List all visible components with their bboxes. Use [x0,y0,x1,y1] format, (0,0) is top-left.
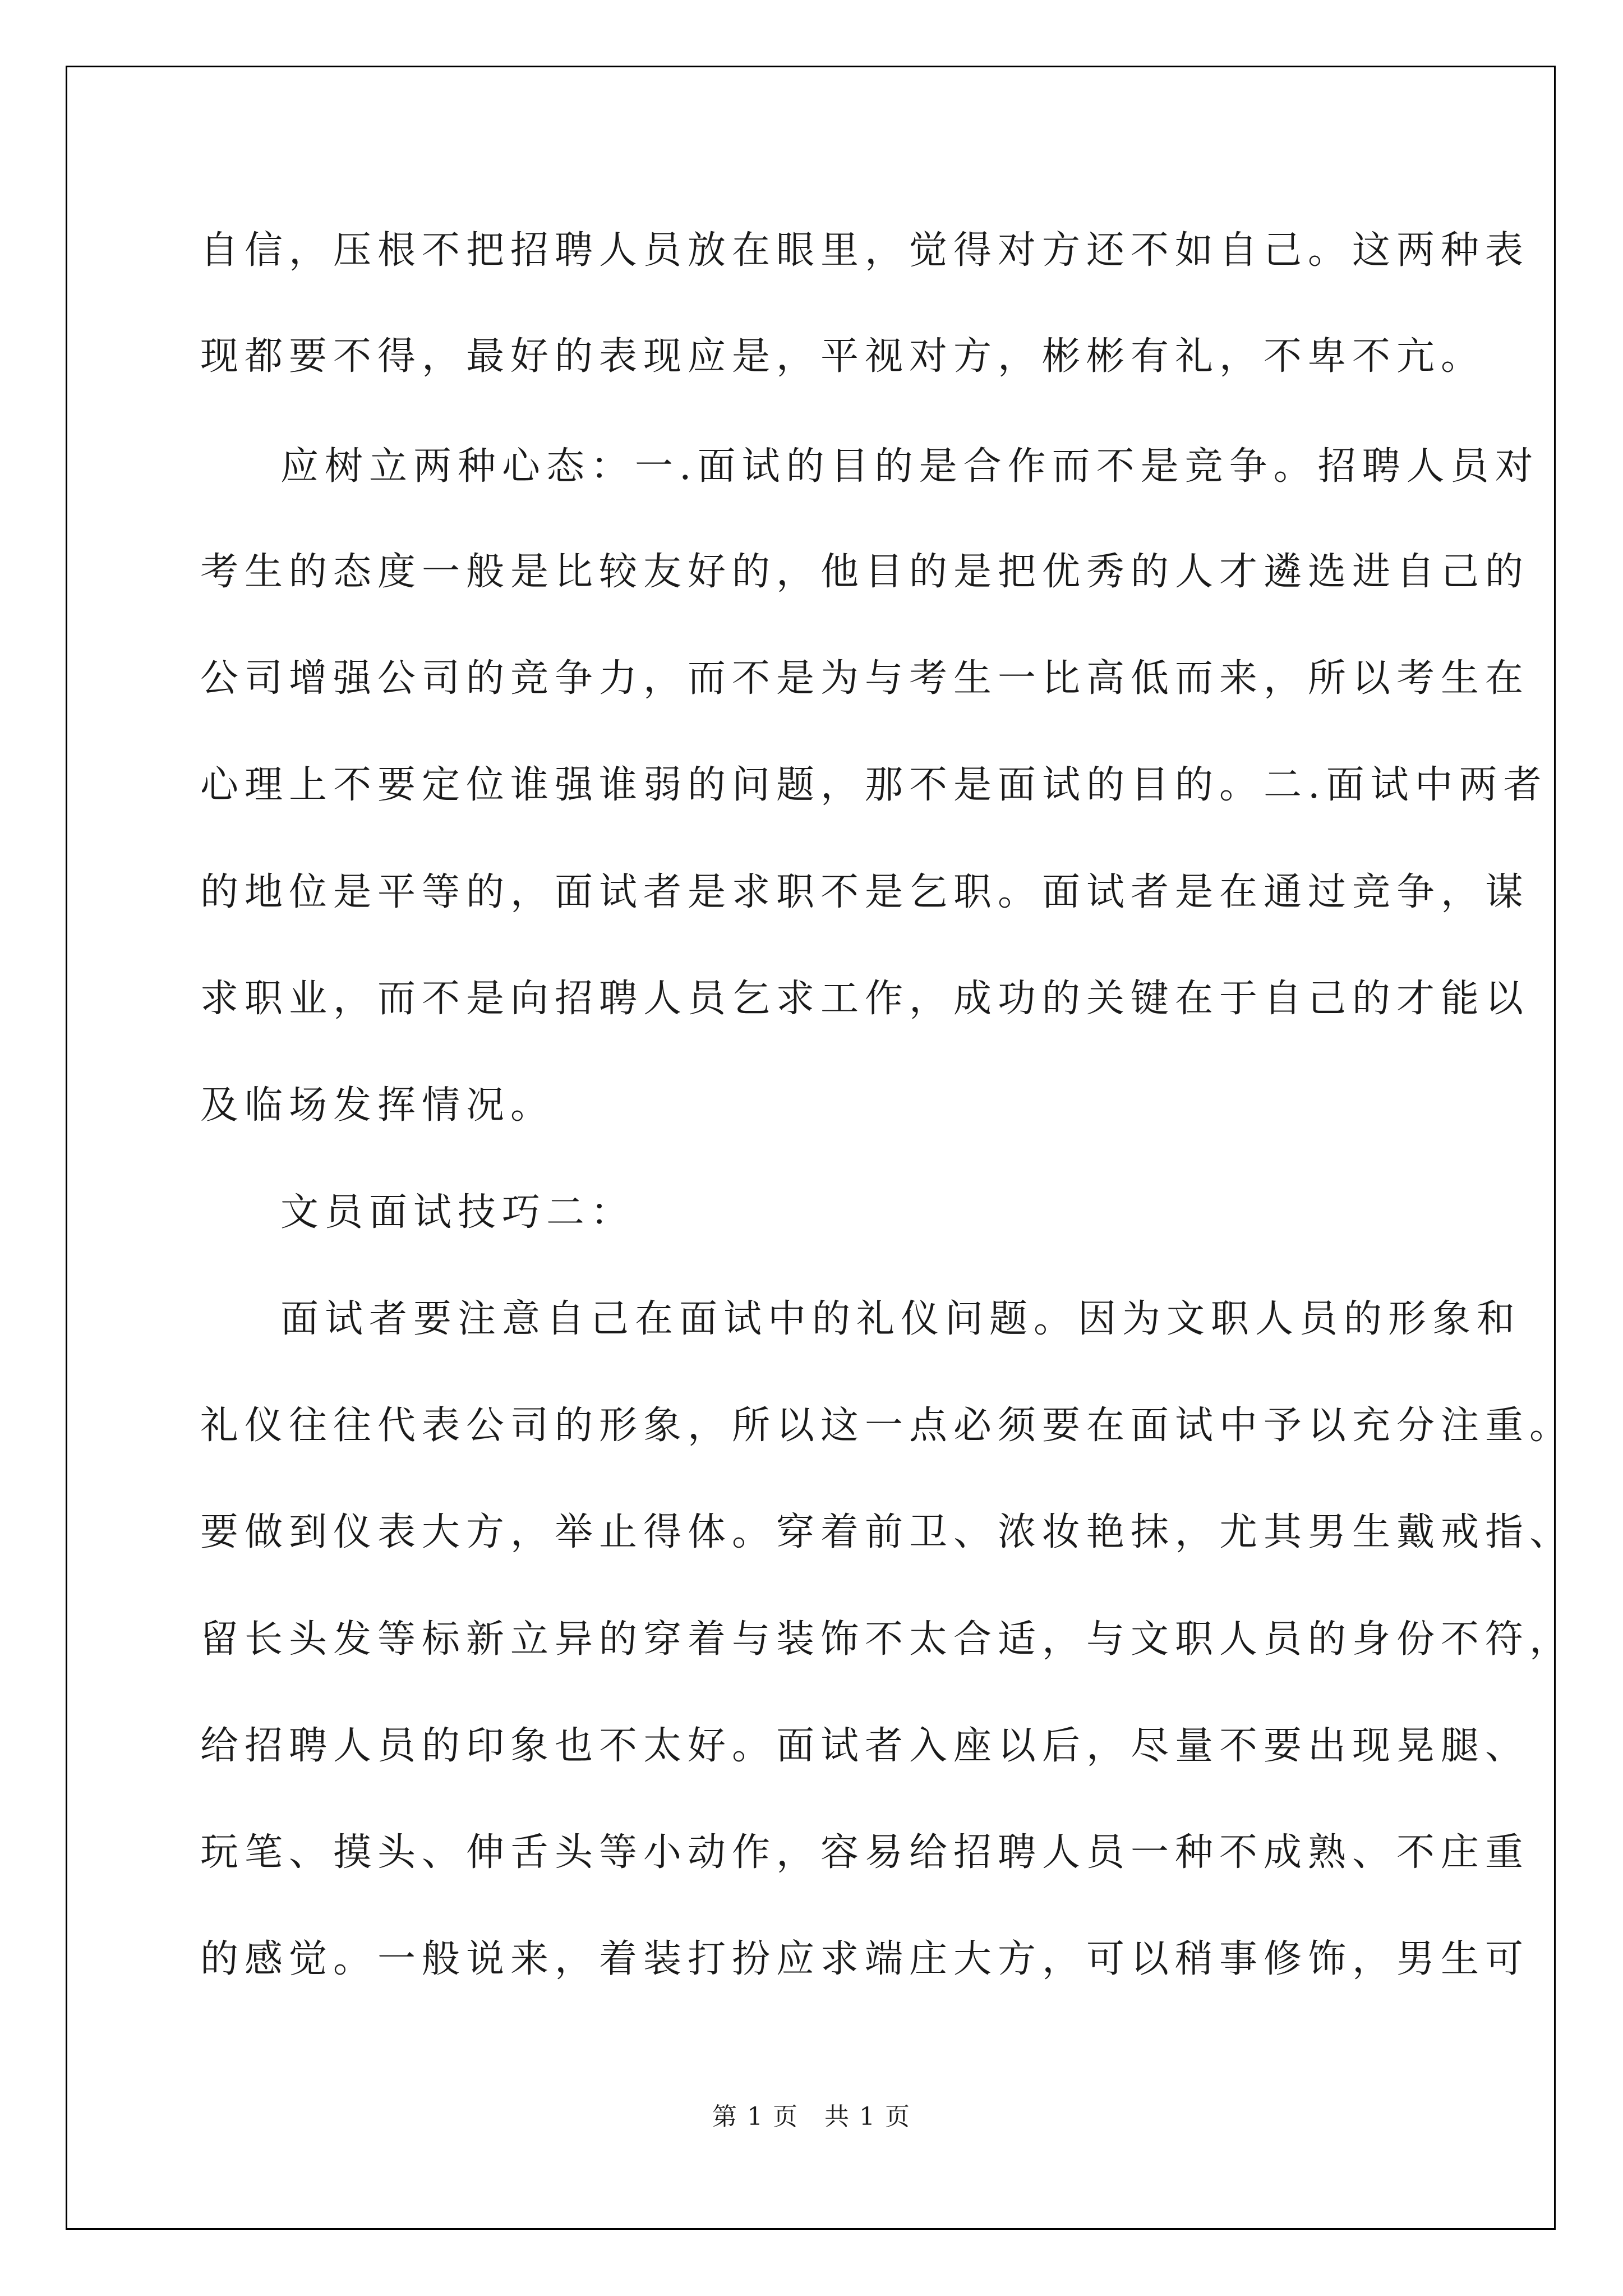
text-line: 心理上不要定位谁强谁弱的问题，那不是面试的目的。二.面试中两者 [200,763,1548,807]
page-number-footer: 第 1 页 共 1 页 [712,2102,911,2131]
text-line: 自信，压根不把招聘人员放在眼里，觉得对方还不如自己。这两种表 [200,228,1530,273]
text-line: 留长头发等标新立异的穿着与装饰不太合适，与文职人员的身份不符， [200,1617,1574,1662]
section-heading: 文员面试技巧二： [280,1190,635,1235]
paragraph-start-line: 面试者要注意自己在面试中的礼仪问题。因为文职人员的形象和 [280,1297,1521,1341]
text-line: 现都要不得，最好的表现应是，平视对方，彬彬有礼，不卑不亢。 [200,334,1486,379]
text-line: 及临场发挥情况。 [200,1083,555,1128]
paragraph-start-line: 应树立两种心态：一.面试的目的是合作而不是竞争。招聘人员对 [280,444,1539,489]
text-line: 的感觉。一般说来，着装打扮应求端庄大方，可以稍事修饰，男生可 [200,1937,1530,1981]
text-line: 求职业，而不是向招聘人员乞求工作，成功的关键在于自己的才能以 [200,977,1530,1021]
text-line: 考生的态度一般是比较友好的，他目的是把优秀的人才遴选进自己的 [200,550,1530,594]
text-line: 玩笔、摸头、伸舌头等小动作，容易给招聘人员一种不成熟、不庄重 [200,1830,1530,1875]
text-line: 的地位是平等的，面试者是求职不是乞职。面试者是在通过竞争，谋 [200,870,1530,914]
text-line: 给招聘人员的印象也不太好。面试者入座以后，尽量不要出现晃腿、 [200,1724,1530,1768]
text-line: 礼仪往往代表公司的形象，所以这一点必须要在面试中予以充分注重。 [200,1404,1574,1448]
page-border [66,66,1556,2230]
text-line: 要做到仪表大方，举止得体。穿着前卫、浓妆艳抹，尤其男生戴戒指、 [200,1510,1574,1554]
text-line: 公司增强公司的竞争力，而不是为与考生一比高低而来，所以考生在 [200,656,1530,701]
